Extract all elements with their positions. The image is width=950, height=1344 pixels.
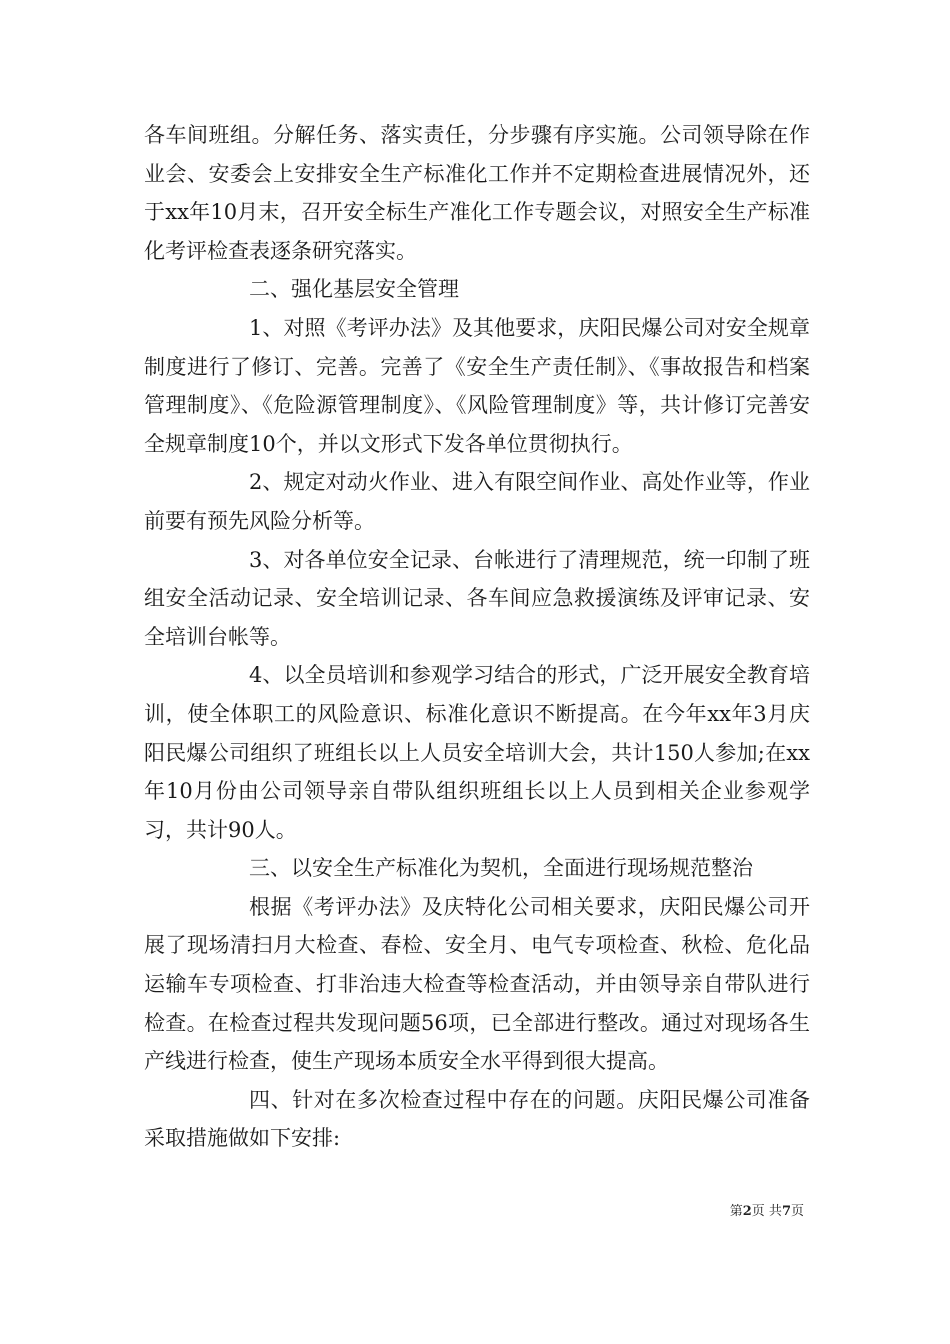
footer-suffix: 页 [790,1204,804,1219]
document-body [144,116,810,1158]
page-footer [730,1203,804,1221]
paragraph-inspection: 根据《考评办法》及庆特化公司相关要求，庆阳民爆公司开展了现场清扫月大检查、春检、安全月、电气专项检查、秋检、危化品运输车专项检查、打非治违大检查等检查活动，并由领导亲自带队进行检查。在检查过程共发现问题56项，已全部进行整改。通过对现场各生产线进行检查，使生产现场本质安全水平得到很大提高。 [144,894,810,1074]
paragraph-intro: 各车间班组。分解任务、落实责任，分步骤有序实施。公司领导除在作业会、安委会上安排安全生产标准化工作并不定期检查进展情况外，还于xx年10月末，召开安全标生产准化工作专题会议，对照安全生产标准化考评检查表逐条研究落实。 [144,123,810,263]
paragraph-item-3: 3、对各单位安全记录、台帐进行了清理规范，统一印制了班组安全活动记录、安全培训记录、各车间应急救援演练及评审记录、安全培训台帐等。 [144,547,810,649]
footer-middle: 页 共 [751,1204,782,1219]
paragraph-item-2: 2、规定对动火作业、进入有限空间作业、高处作业等，作业前要有预先风险分析等。 [144,470,810,533]
paragraph-item-1: 1、对照《考评办法》及其他要求，庆阳民爆公司对安全规章制度进行了修订、完善。完善了《安全生产责任制》、《事故报告和档案管理制度》、《危险源管理制度》、《风险管理制度》等，共计修订完善安全规章制度10个，并以文形式下发各单位贯彻执行。 [144,315,810,456]
footer-total-pages: 7 [781,1204,791,1219]
section-heading-3: 三、以安全生产标准化为契机，全面进行现场规范整治 [249,856,753,881]
footer-prefix: 第 [729,1204,743,1219]
paragraph-item-4: 4、以全员培训和参观学习结合的形式，广泛开展安全教育培训，使全体职工的风险意识、标准化意识不断提高。在今年xx年3月庆阳民爆公司组织了班组长以上人员安全培训大会，共计150人参加;在xx年10月份由公司领导亲自带队组织班组长以上人员到相关企业参观学习，共计90人。 [144,663,810,842]
footer-current-page: 2 [742,1204,752,1219]
section-heading-4: 四、针对在多次检查过程中存在的问题。庆阳民爆公司准备采取措施做如下安排: [144,1087,810,1151]
section-heading-2: 二、强化基层安全管理 [249,277,459,302]
